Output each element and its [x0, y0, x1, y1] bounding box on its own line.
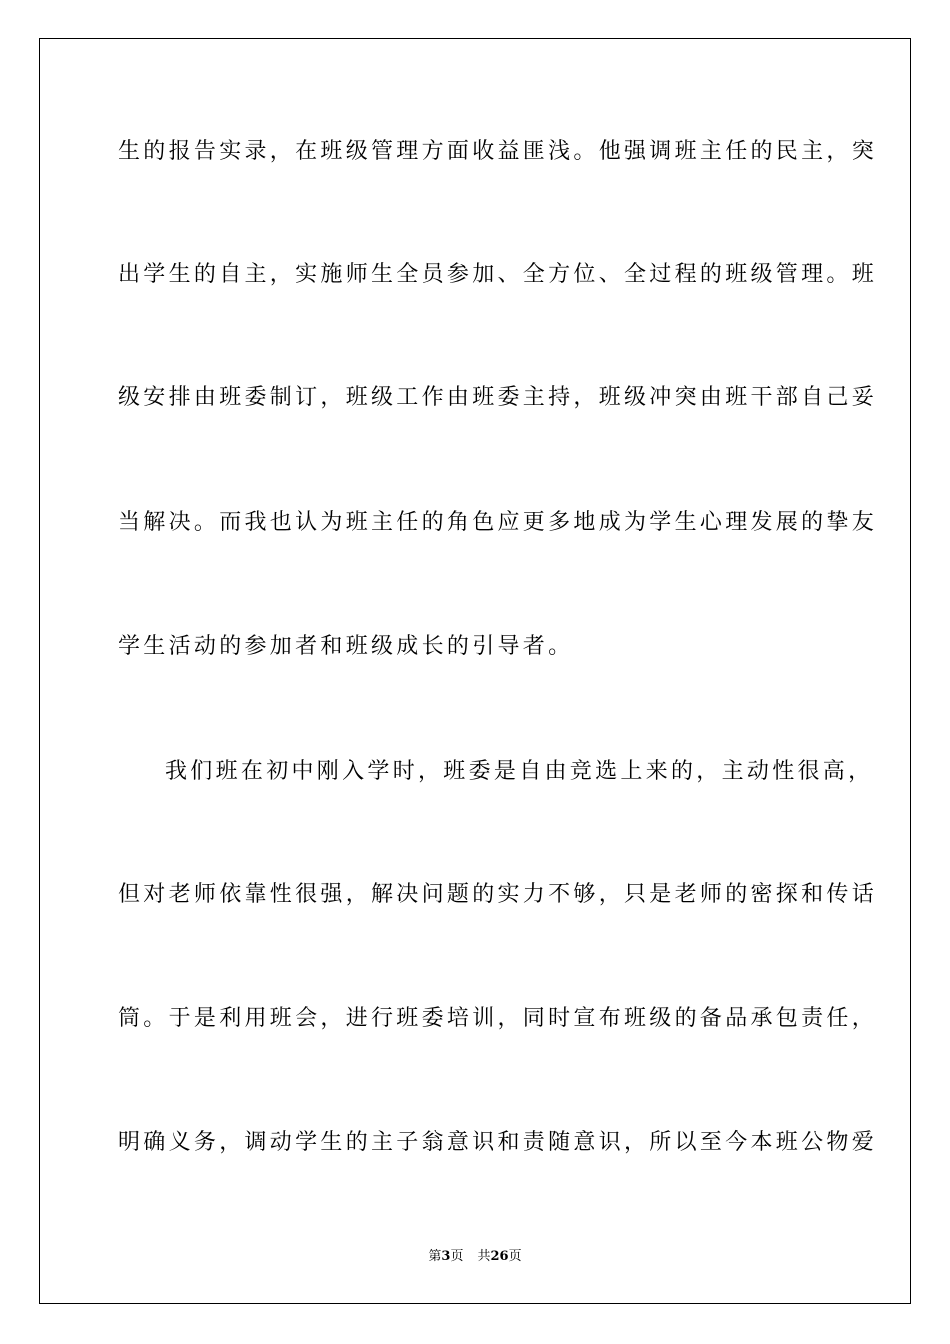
- text-line: 当解决。而我也认为班主任的角色应更多地成为学生心理发展的挚友: [118, 510, 878, 535]
- total-label-suffix: 页: [508, 1249, 522, 1264]
- page-label-suffix: 页: [450, 1249, 464, 1264]
- text-line: 但对老师依靠性很强，解决问题的实力不够，只是老师的密探和传话: [118, 882, 878, 907]
- page-label-prefix: 第: [428, 1249, 442, 1264]
- total-label-prefix: 共: [477, 1249, 491, 1264]
- total-pages: 26: [490, 1249, 509, 1264]
- text-line: 学生活动的参加者和班级成长的引导者。: [118, 634, 574, 659]
- text-line: 级安排由班委制订，班级工作由班委主持，班级冲突由班干部自己妥: [118, 385, 878, 410]
- text-line: 筒。于是利用班会，进行班委培训，同时宣布班级的备品承包责任，: [118, 1006, 878, 1031]
- page-footer: [0, 1248, 950, 1266]
- page-border: [39, 38, 911, 1304]
- text-line: 生的报告实录，在班级管理方面收益匪浅。他强调班主任的民主，突: [118, 139, 878, 164]
- text-line: 出学生的自主，实施师生全员参加、全方位、全过程的班级管理。班: [118, 262, 878, 287]
- text-line: 明确义务，调动学生的主子翁意识和责随意识，所以至今本班公物爱: [118, 1130, 878, 1155]
- paragraph-first-line: 我们班在初中刚入学时，班委是自由竞选上来的，主动性很高，: [165, 759, 874, 784]
- page-number: 3: [441, 1249, 451, 1264]
